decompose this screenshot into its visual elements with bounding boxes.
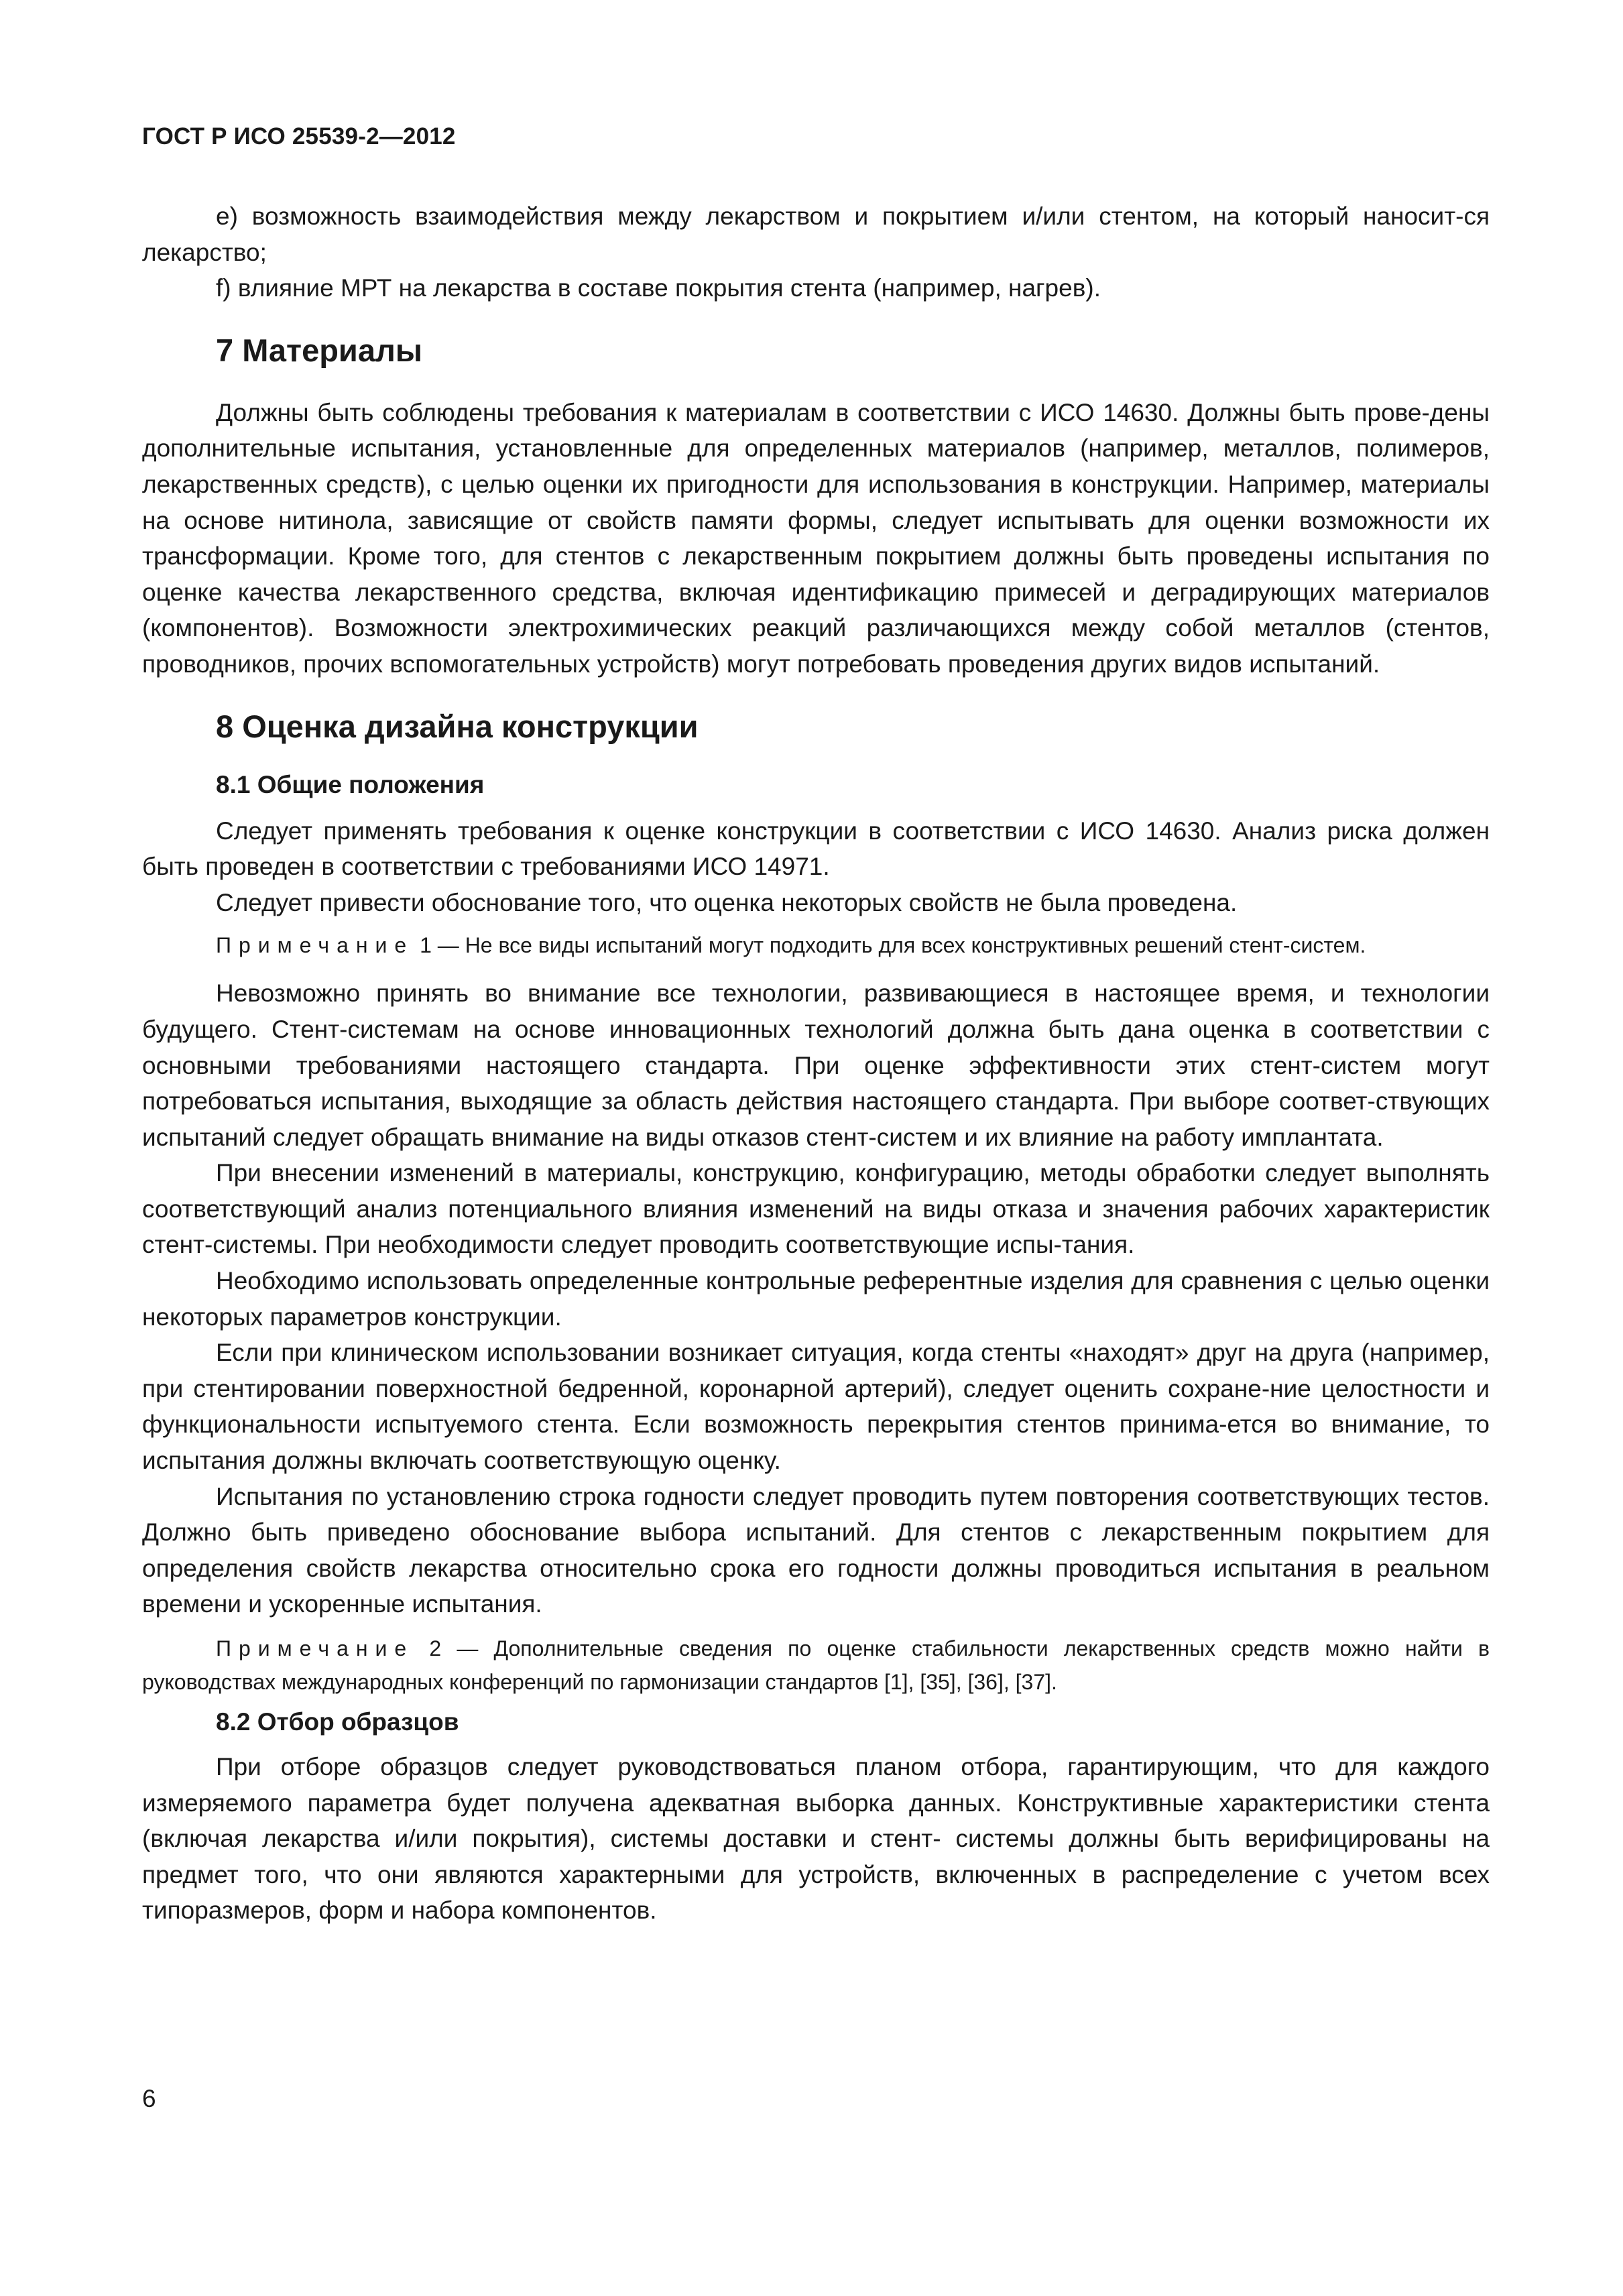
note-2-label: Примечание [216, 1636, 414, 1660]
list-item-f: f) влияние МРТ на лекарства в составе покрытия стента (например, нагрев). [216, 274, 1101, 302]
section-8-heading: 8 Оценка дизайна конструкции [216, 708, 699, 744]
subsection-8-1-paragraph-2: Следует привести обоснование того, что оценка некоторых свойств не была проведена. [216, 888, 1238, 916]
section-7-paragraph: Должны быть соблюдены требования к материалам в соответствии с ИСО 14630. Должны быть прове-дены дополнительные испытания, установленные для определенных материалов (например, металлов, полимеров, лекарственных средств), с целью оценки их пригодности для использования в конструкции. Например, материалы на основе нитинола, зависящие от свойств памяти формы, следует испытывать для оценки возможности их трансформации. Кроме того, для стентов с лекарственным покрытием должны быть проведены испытания по оценке качества лекарственного средства, включая идентификацию примесей и деградирующих материалов (компонентов). Возможности электрохимических реакций различающихся между собой металлов (стентов, проводников, прочих вспомогательных устройств) могут потребовать проведения других видов испытаний. [142, 398, 1490, 678]
document-code-header: ГОСТ Р ИСО 25539-2—2012 [142, 123, 456, 149]
subsection-8-1-heading: 8.1 Общие положения [216, 770, 485, 798]
section-7-heading: 7 Материалы [216, 332, 422, 368]
subsection-8-2-heading: 8.2 Отбор образцов [216, 1708, 459, 1736]
page-number: 6 [142, 2085, 156, 2112]
page-content [142, 198, 1490, 1929]
note-1-text: 1 — Не все виды испытаний могут подходить для всех конструктивных решений стент-систем. [414, 933, 1366, 958]
note-2-text: 2 — Дополнительные сведения по оценке стабильности лекарственных средств можно найти в руководствах международных конференций по гармонизации стандартов [1], [35], [36], [37]. [142, 1636, 1490, 1694]
note-1-label: Примечание [216, 933, 414, 958]
subsection-8-2-paragraph: При отборе образцов следует руководствоваться планом отбора, гарантирующим, что для каждого измеряемого параметра будет получена адекватная выборка данных. Конструктивные характеристики стента (включая лекарства и/или покрытия), системы доставки и стент- системы должны быть верифицированы на предмет того, что они являются характерными для устройств, включенных в распределение с учетом всех типоразмеров, форм и набора компонентов. [142, 1753, 1490, 1925]
subsection-8-1-paragraph-4: При внесении изменений в материалы, конструкцию, конфигурацию, методы обработки следует выполнять соответствующий анализ потенциального влияния изменений на виды отказа и значения рабочих характеристик стент-системы. При необходимости следует проводить соответствующие испы-тания. [142, 1159, 1490, 1259]
subsection-8-1-paragraph-1: Следует применять требования к оценке конструкции в соответствии с ИСО 14630. Анализ риска должен быть проведен в соответствии с требованиями ИСО 14971. [142, 817, 1490, 881]
subsection-8-1-paragraph-6: Если при клиническом использовании возникает ситуация, когда стенты «находят» друг на друга (например, при стентировании поверхностной бедренной, коронарной артерий), следует оценить сохране-ние целостности и функциональности испытуемого стента. Если возможность перекрытия стентов принима-ется во внимание, то испытания должны включать соответствующую оценку. [142, 1339, 1490, 1475]
note-1 [142, 928, 1490, 962]
subsection-8-1-paragraph-3: Невозможно принять во внимание все технологии, развивающиеся в настоящее время, и технологии будущего. Стент-системам на основе инновационных технологий должна быть дана оценка в соответствии с основными требованиями настоящего стандарта. При оценке эффективности этих стент-систем могут потребоваться испытания, выходящие за область действия настоящего стандарта. При выборе соответ-ствующих испытаний следует обращать внимание на виды отказов стент-систем и их влияние на работу имплантата. [142, 979, 1490, 1151]
list-item-e: е) возможность взаимодействия между лекарством и покрытием и/или стентом, на который наносит-ся лекарство; [142, 202, 1490, 266]
subsection-8-1-paragraph-7: Испытания по установлению строка годности следует проводить путем повторения соответствующих тестов. Должно быть приведено обоснование выбора испытаний. Для стентов с лекарственным покрытием для определения свойств лекарства относительно срока его годности должны проводиться испытания в реальном времени и ускоренные испытания. [142, 1482, 1490, 1618]
note-2 [142, 1632, 1490, 1699]
subsection-8-1-paragraph-5: Необходимо использовать определенные контрольные референтные изделия для сравнения с целью оценки некоторых параметров конструкции. [142, 1267, 1490, 1331]
